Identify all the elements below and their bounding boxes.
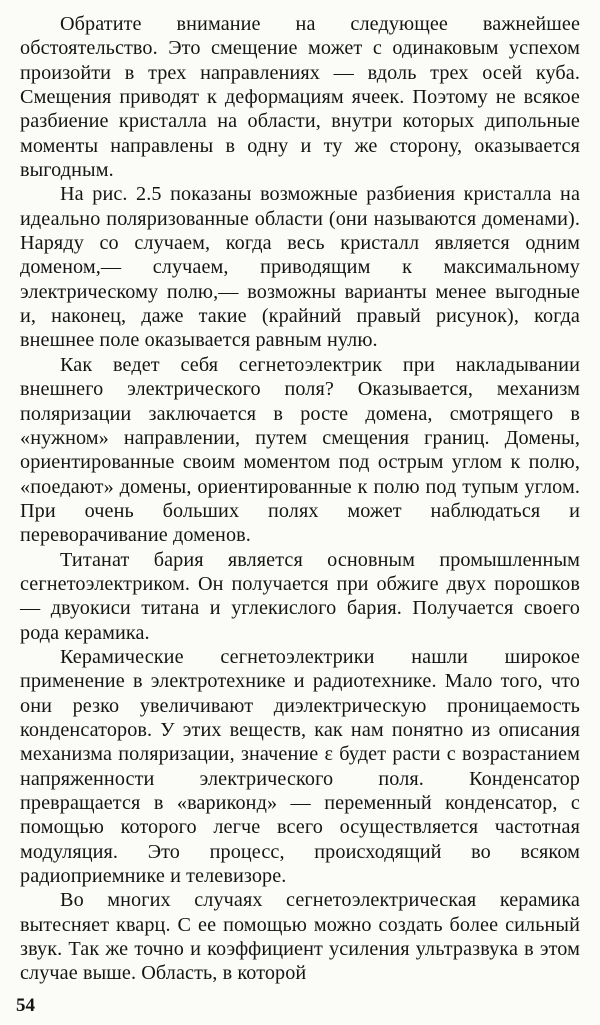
paragraph-5: Керамические сегнетоэлектрики нашли широкое применение в электротехнике и радиотехнике. Мало того, что они резко увеличивают диэлектрическую проницаемость конденсаторов. У этих веществ, как нам понятно из описания механизма поляризации, значение ε будет расти с возрастанием напряженности электрического поля. Конденсатор превращается в «вариконд» — переменный конденсатор, с помощью которого легче всего осуществляется частотная модуляция. Это процесс, происходящий во всяком радиоприемнике и телевизоре. [20,645,580,888]
paragraph-2: На рис. 2.5 показаны возможные разбиения кристалла на идеально поляризованные области (они называются доменами). Наряду со случаем, когда весь кристалл является одним доменом,— случаем, приводящим к максимальному электрическому полю,— возможны варианты менее выгодные и, наконец, даже такие (крайний правый рисунок), когда внешнее поле оказывается равным нулю. [20,183,580,352]
paragraph-6: Во многих случаях сегнетоэлектрическая керамика вытесняет кварц. С ее помощью можно создать более сильный звук. Так же точно и коэффициент усиления ультразвука в этом случае выше. Область, в которой [20,889,580,985]
paragraph-4: Титанат бария является основным промышленным сегнетоэлектриком. Он получается при обжиге двух порошков — двуокиси титана и углекислого бария. Получается своего рода керамика. [20,548,580,644]
body-text [20,12,580,986]
page-number: 54 [16,995,35,1016]
paragraph-3: Как ведет себя сегнетоэлектрик при накладывании внешнего электрического поля? Оказывается, механизм поляризации заключается в росте домена, смотрящего в «нужном» направлении, путем смещения границ. Домены, ориентированные своим моментом под острым углом к полю, «поедают» домены, ориентированные к полю под тупым углом. При очень больших полях может наблюдаться и переворачивание доменов. [20,353,580,547]
paragraph-1: Обратите внимание на следующее важнейшее обстоятельство. Это смещение может с одинаковым успехом произойти в трех направлениях — вдоль трех осей куба. Смещения приводят к деформациям ячеек. Поэтому не всякое разбиение кристалла на области, внутри которых дипольные моменты направлены в одну и ту же сторону, оказывается выгодным. [20,13,580,182]
